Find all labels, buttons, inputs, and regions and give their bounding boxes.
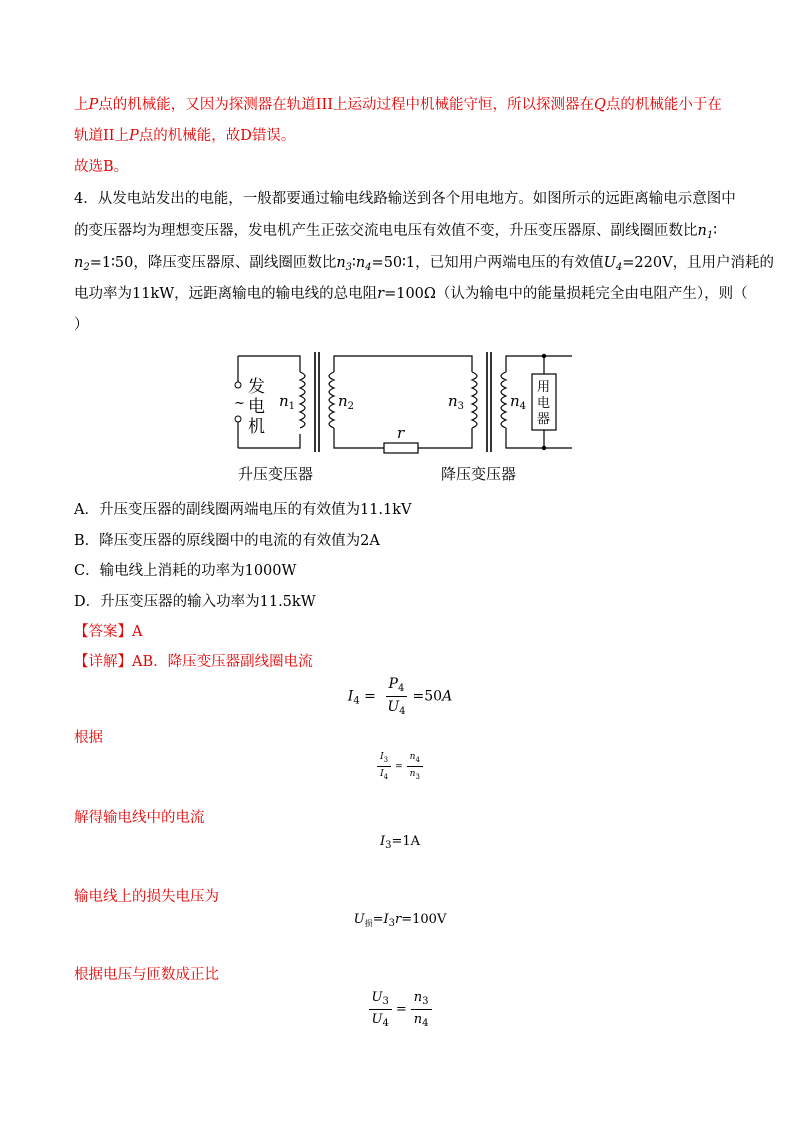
transmission-diagram bbox=[234, 348, 574, 484]
load-label-1: 用 bbox=[537, 380, 551, 395]
wire-line-top bbox=[334, 356, 472, 372]
node-bottom bbox=[542, 446, 546, 450]
coil-n1 bbox=[300, 372, 305, 428]
question-line-1: 4．从发电站发出的电能，一般都要通过输电线路输送到各个用电地方。如图所示的远距离输电示意图中 bbox=[74, 191, 736, 207]
coil-n3 bbox=[472, 372, 477, 428]
node-top bbox=[542, 354, 546, 358]
question-line-4: 电功率为11kW，远距离输电的输电线的总电阻r=100Ω（认为输电中的能量损耗完全由电阻产生），则（ bbox=[74, 286, 748, 302]
terminal-top bbox=[235, 382, 241, 388]
answer-line: 【答案】A bbox=[74, 624, 143, 640]
wire-line-bottom-left bbox=[334, 428, 384, 448]
coil-n4 bbox=[501, 372, 506, 428]
option-b: B．降压变压器的原线圈中的电流的有效值为2A bbox=[74, 533, 380, 549]
option-a: A．升压变压器的副线圈两端电压的有效值为11.1kV bbox=[74, 502, 412, 518]
solution-line-1: 上P点的机械能，又因为探测器在轨道III上运动过程中机械能守恒，所以探测器在Q点的机械能小于在 bbox=[74, 97, 722, 113]
wire-line-bottom-right bbox=[418, 428, 472, 448]
label-n4: $n_4$ bbox=[510, 392, 527, 412]
step-current: 解得输电线中的电流 bbox=[74, 810, 205, 826]
question-line-2: 的变压器均为理想变压器，发电机产生正弦交流电电压有效值不变，升压变压器原、副线圈匝数比$n_1∶$ bbox=[74, 223, 717, 241]
equation-3: $I_3=1A$ bbox=[379, 834, 421, 851]
label-n1: $n_1$ bbox=[279, 392, 296, 412]
option-d: D．升压变压器的输入功率为11.5kW bbox=[74, 594, 316, 610]
detail-line: 【详解】AB．降压变压器副线圈电流 bbox=[74, 654, 313, 670]
equation-1: $I_4$ = $\frac{P_4}{U_4}$ =50A bbox=[347, 676, 453, 717]
equation-5: $\frac{U_3}{U_4}$ = $\frac{n_3}{n_4}$ bbox=[0, 990, 800, 1029]
load-label-2: 电 bbox=[537, 396, 551, 411]
generator-label-2: 电 bbox=[248, 397, 265, 417]
caption-step-up: 升压变压器 bbox=[238, 465, 314, 483]
wire-load-top bbox=[506, 356, 572, 372]
step-ratio: 根据电压与匝数成正比 bbox=[74, 967, 219, 983]
question-line-5: ） bbox=[74, 317, 89, 333]
solution-line-2: 轨道II上P点的机械能，故D错误。 bbox=[74, 128, 296, 144]
label-n2: $n_2$ bbox=[338, 392, 355, 412]
label-n3: $n_3$ bbox=[448, 392, 465, 412]
wire-gen-top bbox=[238, 356, 300, 372]
option-c: C．输电线上消耗的功率为1000W bbox=[74, 563, 297, 579]
generator-label-1: 发 bbox=[248, 377, 265, 397]
generator-label-3: 机 bbox=[248, 417, 265, 437]
ac-symbol: ~ bbox=[234, 396, 245, 411]
solution-conclusion: 故选B。 bbox=[74, 159, 129, 175]
caption-step-down: 降压变压器 bbox=[441, 465, 517, 483]
wire-load-bottom bbox=[506, 428, 572, 448]
question-line-3: $n_2=1∶50$，降压变压器原、副线圈匝数比$n_3∶n_4=50∶1$，已知用户两端电压的有效值$U_4=220V$，且用户消耗的 bbox=[74, 255, 775, 273]
label-r: r bbox=[397, 424, 405, 442]
step-loss: 输电线上的损失电压为 bbox=[74, 889, 219, 905]
step-basis: 根据 bbox=[74, 730, 103, 746]
coil-n2 bbox=[329, 372, 334, 428]
load-label-3: 器 bbox=[537, 412, 551, 427]
terminal-bottom bbox=[235, 416, 241, 422]
resistor-r bbox=[384, 443, 418, 453]
equation-2: $\frac{I_3}{I_4}$ = $\frac{n_4}{n_3}$ bbox=[0, 752, 800, 781]
equation-4: $U_损=I_3r=100V$ bbox=[353, 912, 447, 929]
